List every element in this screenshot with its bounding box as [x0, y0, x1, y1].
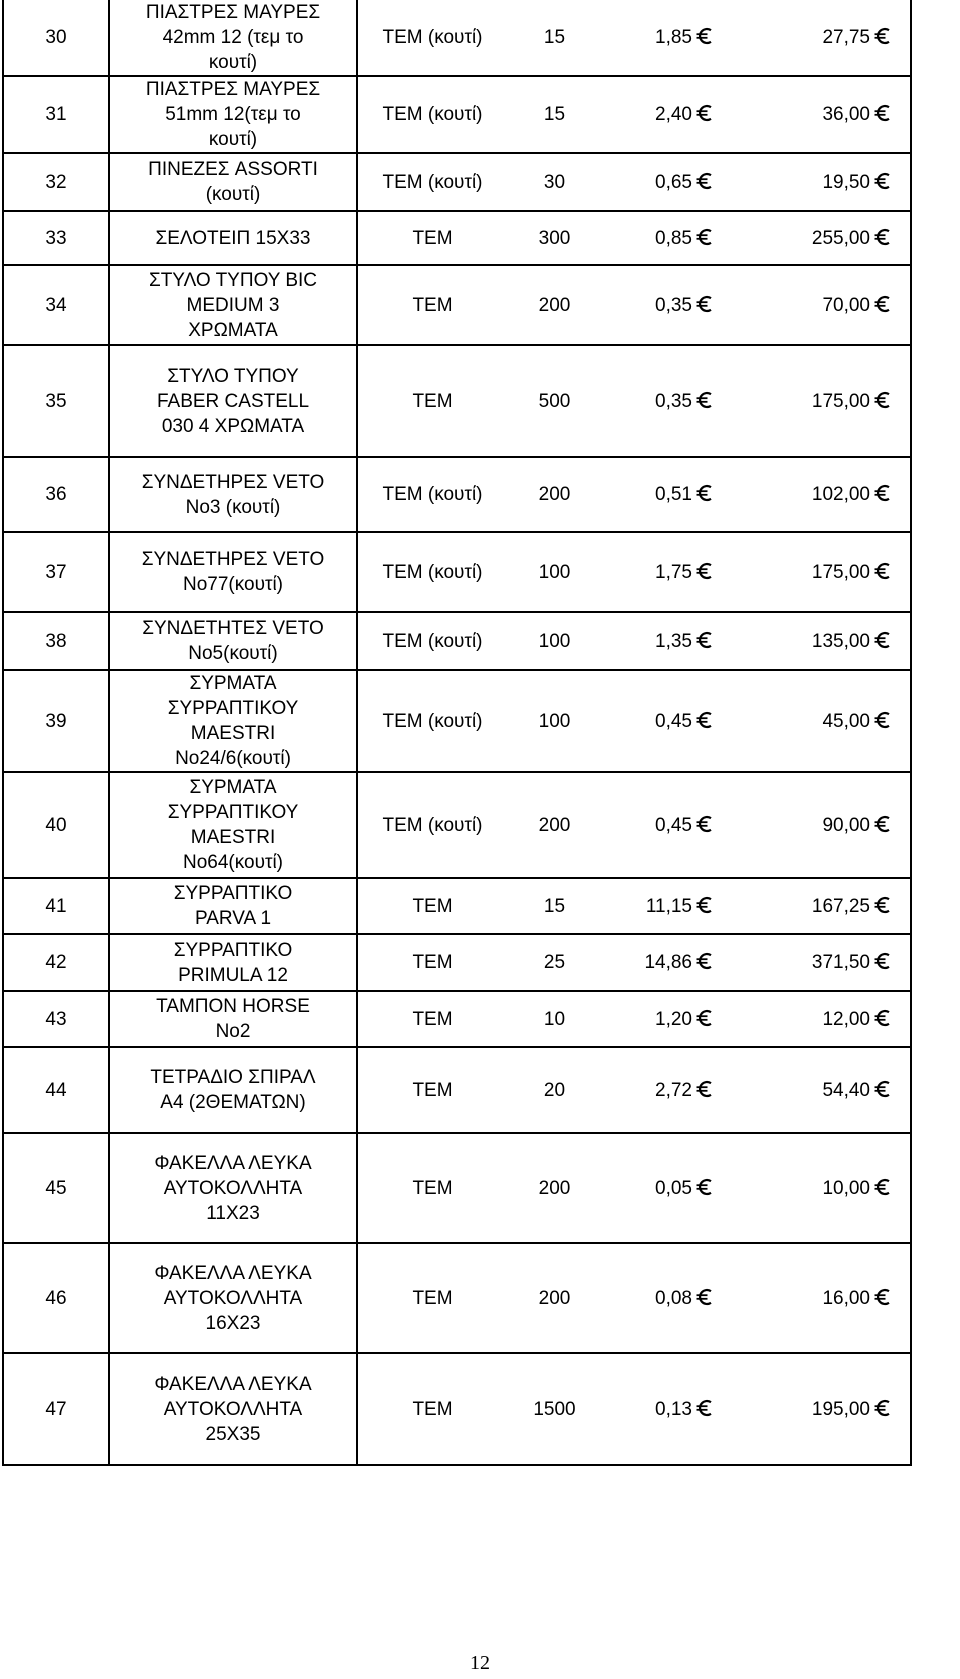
unit-price-value: 11,15 [645, 895, 692, 917]
item-description [109, 1243, 357, 1353]
item-description-line: ΣΤΥΛΟ ΤΥΠΟΥ BIC [148, 269, 318, 291]
item-description [109, 670, 357, 772]
item-description [109, 991, 357, 1047]
item-unit: ΤΕΜ (κουτί) [357, 612, 507, 670]
item-description [109, 1047, 357, 1133]
item-description [109, 265, 357, 345]
item-description [109, 1133, 357, 1243]
item-description-line: MAESTRI [190, 723, 276, 744]
item-description-line: ΣΥΡΜΑΤΑ [189, 777, 277, 798]
line-total [732, 0, 911, 76]
unit-price-value: 1,85 [655, 27, 692, 48]
unit-price [602, 153, 732, 211]
unit-price-value: 0,08 [655, 1287, 692, 1309]
item-description-line: Α4 (2ΘΕΜΑΤΩΝ) [160, 1092, 306, 1113]
item-unit: ΤΕΜ [357, 1133, 507, 1243]
unit-price [602, 670, 732, 772]
line-total-value: 167,25 [811, 895, 870, 917]
table-row [3, 532, 911, 612]
euro-icon [874, 1176, 892, 1201]
euro-icon [874, 1286, 892, 1311]
table-row [3, 1047, 911, 1133]
item-number: 34 [3, 265, 109, 345]
line-total-value: 19,50 [822, 171, 870, 193]
item-description-line: 25Χ35 [205, 1423, 261, 1445]
item-number: 46 [3, 1243, 109, 1353]
euro-icon [874, 813, 892, 838]
unit-price [602, 457, 732, 532]
item-number: 31 [3, 76, 109, 153]
item-quantity: 500 [507, 345, 602, 457]
item-description-line: ΧΡΩΜΑΤΑ [188, 319, 278, 341]
unit-price [602, 991, 732, 1047]
item-description-line: ΦΑΚΕΛΛΑ ΛΕΥΚΑ [154, 1262, 312, 1284]
line-total [732, 1353, 911, 1465]
unit-price-value: 0,51 [655, 484, 692, 505]
item-number: 44 [3, 1047, 109, 1133]
line-total [732, 345, 911, 457]
unit-price [602, 265, 732, 345]
euro-icon [696, 894, 714, 919]
item-description [109, 457, 357, 532]
line-total [732, 76, 911, 153]
item-description-line: ΣΤΥΛΟ ΤΥΠΟΥ [167, 365, 299, 387]
line-total-value: 102,00 [811, 484, 870, 505]
euro-icon [874, 709, 892, 734]
line-total-value: 45,00 [822, 710, 870, 732]
item-description-line: No77(κουτί) [182, 574, 284, 595]
table-row [3, 878, 911, 934]
item-description-line: ΣΥΡΡΑΠΤΙΚΟ [173, 883, 293, 904]
item-description-line: ΣΥΡΡΑΠΤΙΚΟΥ [167, 802, 299, 823]
item-number: 42 [3, 934, 109, 991]
item-number: 35 [3, 345, 109, 457]
item-unit: ΤΕΜ [357, 991, 507, 1047]
line-total [732, 772, 911, 878]
unit-price [602, 1047, 732, 1133]
euro-icon [696, 950, 714, 975]
item-description-line: ΣΥΝΔΕΤΗΡΕΣ VETO [141, 549, 325, 570]
item-description-line: ΑΥΤΟΚΟΛΛΗΤΑ [163, 1177, 303, 1199]
item-description [109, 878, 357, 934]
item-quantity: 10 [507, 991, 602, 1047]
item-description [109, 772, 357, 878]
item-description-line: ΦΑΚΕΛΛΑ ΛΕΥΚΑ [154, 1152, 312, 1174]
table-row [3, 345, 911, 457]
unit-price [602, 878, 732, 934]
table-row [3, 1133, 911, 1243]
item-description-line: PRIMULA 12 [178, 964, 288, 986]
euro-icon [874, 1078, 892, 1103]
table-row [3, 76, 911, 153]
item-quantity: 200 [507, 1243, 602, 1353]
euro-icon [696, 170, 714, 195]
euro-icon [874, 482, 892, 507]
item-number: 37 [3, 532, 109, 612]
item-description-line: ΣΥΡΡΑΠΤΙΚΟΥ [167, 698, 299, 719]
euro-icon [696, 560, 714, 585]
item-description-line: 51mm 12(τεμ το [165, 104, 301, 125]
item-quantity: 200 [507, 1133, 602, 1243]
item-description-line: ΣΥΡΜΑΤΑ [189, 673, 277, 694]
line-total [732, 1133, 911, 1243]
item-number: 45 [3, 1133, 109, 1243]
item-unit: ΤΕΜ [357, 1353, 507, 1465]
item-unit: ΤΕΜ [357, 1047, 507, 1133]
item-description-line: 030 4 ΧΡΩΜΑΤΑ [161, 415, 305, 437]
item-description-line: ΑΥΤΟΚΟΛΛΗΤΑ [163, 1287, 303, 1309]
item-unit: ΤΕΜ (κουτί) [357, 457, 507, 532]
euro-icon [696, 226, 714, 251]
item-quantity: 15 [507, 0, 602, 76]
page-number: 12 [470, 1652, 490, 1674]
item-description-line: MAESTRI [190, 827, 276, 848]
item-description-line: No5(κουτί) [188, 643, 278, 664]
item-unit: ΤΕΜ [357, 211, 507, 265]
euro-icon [874, 1397, 892, 1422]
table-row [3, 991, 911, 1047]
item-description-line: 16Χ23 [205, 1312, 261, 1334]
line-total [732, 532, 911, 612]
line-total [732, 457, 911, 532]
item-number: 30 [3, 0, 109, 76]
item-description-line: No24/6(κουτί) [175, 748, 291, 769]
item-quantity: 15 [507, 878, 602, 934]
euro-icon [696, 25, 714, 50]
unit-price-value: 1,35 [655, 630, 692, 652]
unit-price-value: 0,45 [655, 710, 692, 732]
line-total-value: 90,00 [822, 814, 870, 836]
unit-price [602, 1353, 732, 1465]
line-total-value: 175,00 [811, 390, 870, 412]
line-total [732, 1047, 911, 1133]
table-row [3, 265, 911, 345]
item-description-line: ΤΕΤΡΑΔΙΟ ΣΠΙΡΑΛ [150, 1067, 316, 1088]
unit-price [602, 345, 732, 457]
item-description-line: 11Χ23 [206, 1202, 260, 1224]
line-total [732, 934, 911, 991]
line-total-value: 12,00 [822, 1008, 870, 1030]
table-row [3, 1243, 911, 1353]
euro-icon [696, 1397, 714, 1422]
item-description-line: No64(κουτί) [182, 852, 284, 873]
unit-price-value: 14,86 [644, 952, 692, 973]
item-description-line: MEDIUM 3 [186, 294, 280, 316]
item-description [109, 211, 357, 265]
item-description-line: ΠΙΝΕΖΕΣ ASSORTI [148, 159, 318, 180]
line-total [732, 878, 911, 934]
item-number: 47 [3, 1353, 109, 1465]
item-description [109, 0, 357, 76]
item-unit: ΤΕΜ (κουτί) [357, 76, 507, 153]
line-total-value: 175,00 [811, 561, 870, 583]
item-description [109, 612, 357, 670]
item-description-line: No3 (κουτί) [185, 496, 281, 518]
table-row [3, 0, 911, 76]
item-description-line: (κουτί) [205, 184, 261, 205]
item-quantity: 15 [507, 76, 602, 153]
table-row [3, 670, 911, 772]
unit-price-value: 0,05 [655, 1177, 692, 1199]
item-number: 36 [3, 457, 109, 532]
euro-icon [874, 389, 892, 414]
item-description-line: FABER CASTELL [156, 390, 310, 412]
table-row [3, 153, 911, 211]
item-number: 40 [3, 772, 109, 878]
item-description-line: κουτί) [208, 52, 258, 73]
item-unit: ΤΕΜ (κουτί) [357, 670, 507, 772]
item-description-line: ΠΙΑΣΤΡΕΣ ΜΑΥΡΕΣ [145, 79, 321, 100]
item-number: 32 [3, 153, 109, 211]
item-number: 38 [3, 612, 109, 670]
item-quantity: 100 [507, 612, 602, 670]
unit-price-value: 0,35 [655, 390, 692, 412]
item-description-line: PARVA 1 [194, 908, 272, 929]
unit-price-value: 0,85 [655, 227, 692, 249]
line-total-value: 27,75 [822, 27, 870, 48]
line-total-value: 36,00 [822, 104, 870, 125]
euro-icon [696, 389, 714, 414]
item-description [109, 934, 357, 991]
table-row [3, 1353, 911, 1465]
unit-price-value: 0,13 [655, 1398, 692, 1420]
euro-icon [696, 102, 714, 127]
item-description-line: No2 [215, 1021, 251, 1042]
item-quantity: 200 [507, 457, 602, 532]
item-description-line: ΤΑΜΠΟΝ HORSE [156, 996, 310, 1017]
item-description-line: ΠΙΑΣΤΡΕΣ ΜΑΥΡΕΣ [145, 2, 321, 23]
table-row [3, 457, 911, 532]
item-description [109, 1353, 357, 1465]
euro-icon [874, 629, 892, 654]
item-description-line: ΣΥΝΔΕΤΗΡΕΣ VETO [141, 471, 325, 493]
line-total [732, 211, 911, 265]
item-quantity: 300 [507, 211, 602, 265]
item-unit: ΤΕΜ [357, 345, 507, 457]
unit-price-value: 2,40 [655, 104, 692, 125]
line-total-value: 135,00 [811, 630, 870, 652]
unit-price-value: 1,20 [655, 1008, 692, 1030]
unit-price-value: 1,75 [655, 561, 692, 583]
unit-price [602, 211, 732, 265]
item-description-line: ΦΑΚΕΛΛΑ ΛΕΥΚΑ [154, 1373, 312, 1395]
euro-icon [874, 170, 892, 195]
unit-price [602, 772, 732, 878]
item-description-line: 42mm 12 (τεμ το [162, 27, 304, 48]
euro-icon [696, 482, 714, 507]
item-unit: ΤΕΜ [357, 934, 507, 991]
line-total-value: 16,00 [822, 1287, 870, 1309]
item-description [109, 76, 357, 153]
item-description [109, 532, 357, 612]
unit-price [602, 1243, 732, 1353]
table-row [3, 934, 911, 991]
items-table [2, 0, 912, 1466]
item-quantity: 20 [507, 1047, 602, 1133]
item-quantity: 200 [507, 772, 602, 878]
item-unit: ΤΕΜ [357, 878, 507, 934]
unit-price [602, 1133, 732, 1243]
item-quantity: 200 [507, 265, 602, 345]
line-total [732, 265, 911, 345]
item-unit: ΤΕΜ (κουτί) [357, 0, 507, 76]
euro-icon [696, 1176, 714, 1201]
line-total [732, 991, 911, 1047]
unit-price [602, 532, 732, 612]
unit-price-value: 2,72 [655, 1079, 692, 1101]
item-unit: ΤΕΜ [357, 265, 507, 345]
unit-price [602, 612, 732, 670]
item-number: 39 [3, 670, 109, 772]
item-description-line: ΣΕΛΟΤΕΙΠ 15Χ33 [155, 227, 311, 249]
euro-icon [696, 1007, 714, 1032]
items-table-body [3, 0, 911, 1465]
euro-icon [696, 1286, 714, 1311]
item-unit: ΤΕΜ [357, 1243, 507, 1353]
line-total-value: 70,00 [822, 294, 870, 316]
item-description-line: ΣΥΡΡΑΠΤΙΚΟ [173, 939, 293, 961]
item-quantity: 25 [507, 934, 602, 991]
euro-icon [874, 560, 892, 585]
euro-icon [874, 102, 892, 127]
line-total-value: 371,50 [811, 952, 870, 973]
line-total-value: 255,00 [811, 227, 870, 249]
unit-price [602, 934, 732, 991]
line-total [732, 670, 911, 772]
line-total-value: 195,00 [811, 1398, 870, 1420]
euro-icon [696, 293, 714, 318]
line-total-value: 10,00 [822, 1177, 870, 1199]
line-total [732, 1243, 911, 1353]
euro-icon [874, 293, 892, 318]
line-total-value: 54,40 [822, 1079, 870, 1101]
unit-price-value: 0,35 [655, 294, 692, 316]
item-quantity: 100 [507, 532, 602, 612]
table-row [3, 211, 911, 265]
item-description-line: ΣΥΝΔΕΤΗΤΕΣ VETO [142, 618, 324, 639]
item-unit: ΤΕΜ (κουτί) [357, 772, 507, 878]
item-quantity: 30 [507, 153, 602, 211]
euro-icon [874, 894, 892, 919]
table-row [3, 772, 911, 878]
unit-price-value: 0,65 [655, 171, 692, 193]
euro-icon [874, 1007, 892, 1032]
euro-icon [696, 709, 714, 734]
item-number: 41 [3, 878, 109, 934]
item-number: 33 [3, 211, 109, 265]
item-quantity: 1500 [507, 1353, 602, 1465]
euro-icon [696, 629, 714, 654]
unit-price [602, 0, 732, 76]
item-quantity: 100 [507, 670, 602, 772]
item-unit: ΤΕΜ (κουτί) [357, 532, 507, 612]
table-row [3, 612, 911, 670]
item-unit: ΤΕΜ (κουτί) [357, 153, 507, 211]
euro-icon [874, 226, 892, 251]
line-total [732, 612, 911, 670]
euro-icon [696, 1078, 714, 1103]
euro-icon [874, 25, 892, 50]
item-description [109, 345, 357, 457]
euro-icon [696, 813, 714, 838]
item-description-line: ΑΥΤΟΚΟΛΛΗΤΑ [163, 1398, 303, 1420]
line-total [732, 153, 911, 211]
item-description [109, 153, 357, 211]
item-number: 43 [3, 991, 109, 1047]
unit-price [602, 76, 732, 153]
item-description-line: κουτί) [208, 129, 258, 150]
unit-price-value: 0,45 [655, 814, 692, 836]
euro-icon [874, 950, 892, 975]
